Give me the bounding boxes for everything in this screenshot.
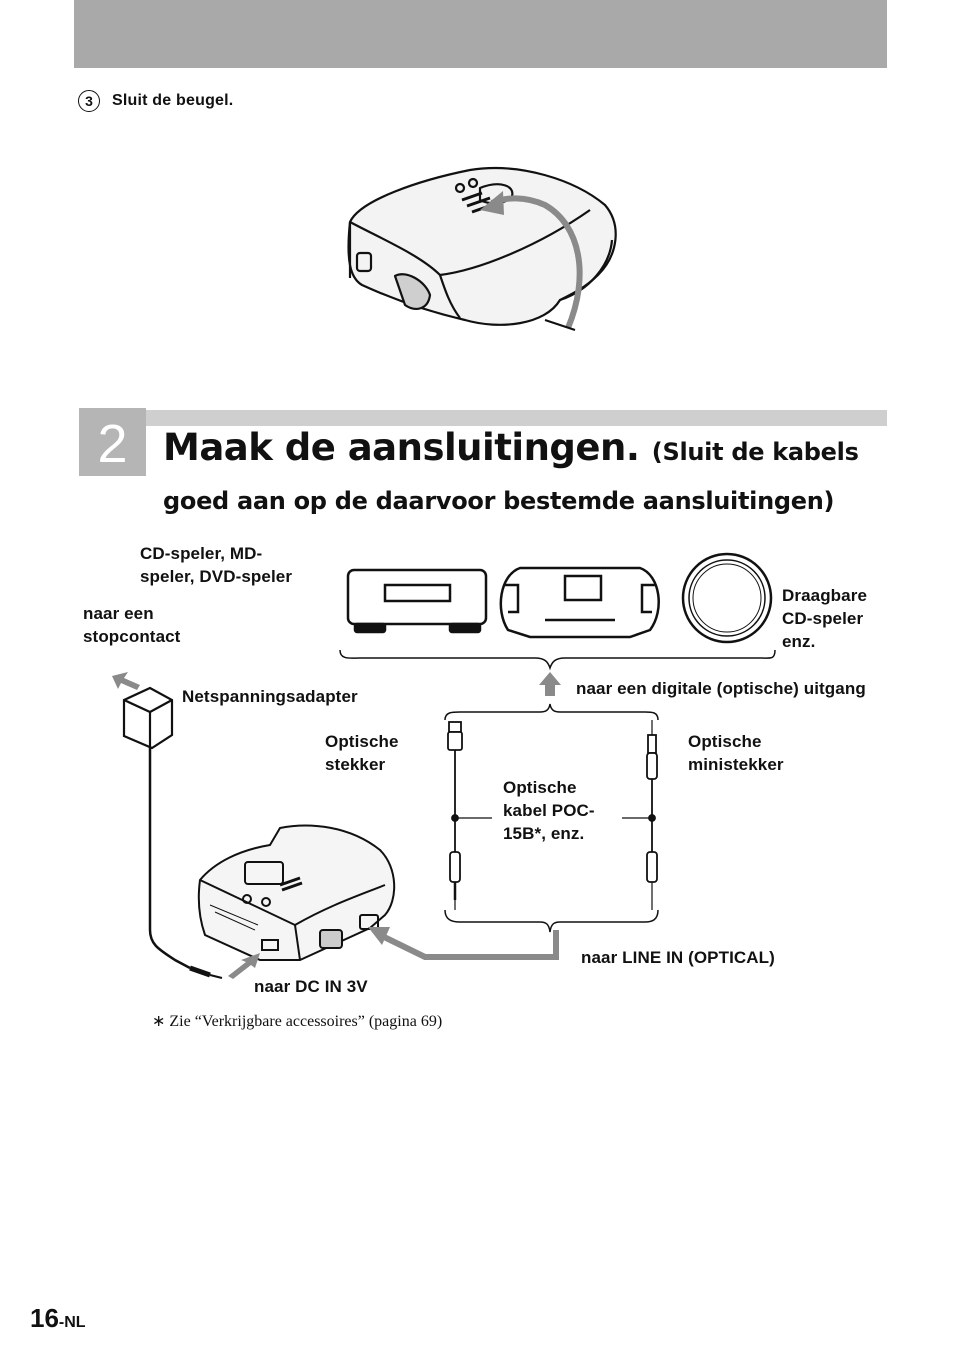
label-digital-out: naar een digitale (optische) uitgang [576,679,866,698]
label-line-in: naar LINE IN (OPTICAL) [581,948,775,967]
adapter-cable [150,748,190,968]
section-number-box: 2 [79,408,146,476]
footnote: ∗ Zie “Verkrijgbare accessoires” (pagina 69) [152,1013,443,1030]
label-optical-miniplug: Optische ministekker [688,732,784,774]
page-number-value: 16 [30,1303,59,1333]
sources-brace [340,650,775,668]
label-adapter: Netspanningsadapter [182,687,358,706]
optical-miniplug-cable [647,720,657,910]
label-outlet: naar een stopcontact [83,604,181,646]
up-arrow-icon [539,672,561,696]
page-number-suffix: -NL [58,1314,86,1331]
section-title-main: Maak de aansluitingen. [163,426,640,469]
boombox-icon [501,568,659,637]
md-walkman-icon [199,826,394,960]
section-subtitle-part2: goed aan op de daarvoor bestemde aansluitingen) [163,487,835,515]
label-portable: Draagbare CD-speler enz. [782,586,867,651]
optical-plug-cable [448,722,462,910]
label-cable: Optische kabel POC- 15B*, enz. [503,778,595,843]
label-optical-plug: Optische stekker [325,732,399,774]
cable-bottom-brace [445,910,658,932]
ac-adapter-icon [124,688,172,748]
line-in-arrow-icon [368,927,556,957]
cable-top-brace [445,704,658,720]
page-number [30,1303,86,1334]
label-dc-in: naar DC IN 3V [254,977,368,996]
step-text: Sluit de beugel. [112,92,234,109]
deck-player-icon [348,570,486,632]
label-sources: CD-speler, MD- speler, DVD-speler [140,544,293,586]
outlet-arrow-icon [112,672,140,690]
portable-cd-player-icon [683,554,771,642]
section-subtitle-part1: (Sluit de kabels [651,438,859,466]
step-number-circle: 3 [78,90,100,112]
